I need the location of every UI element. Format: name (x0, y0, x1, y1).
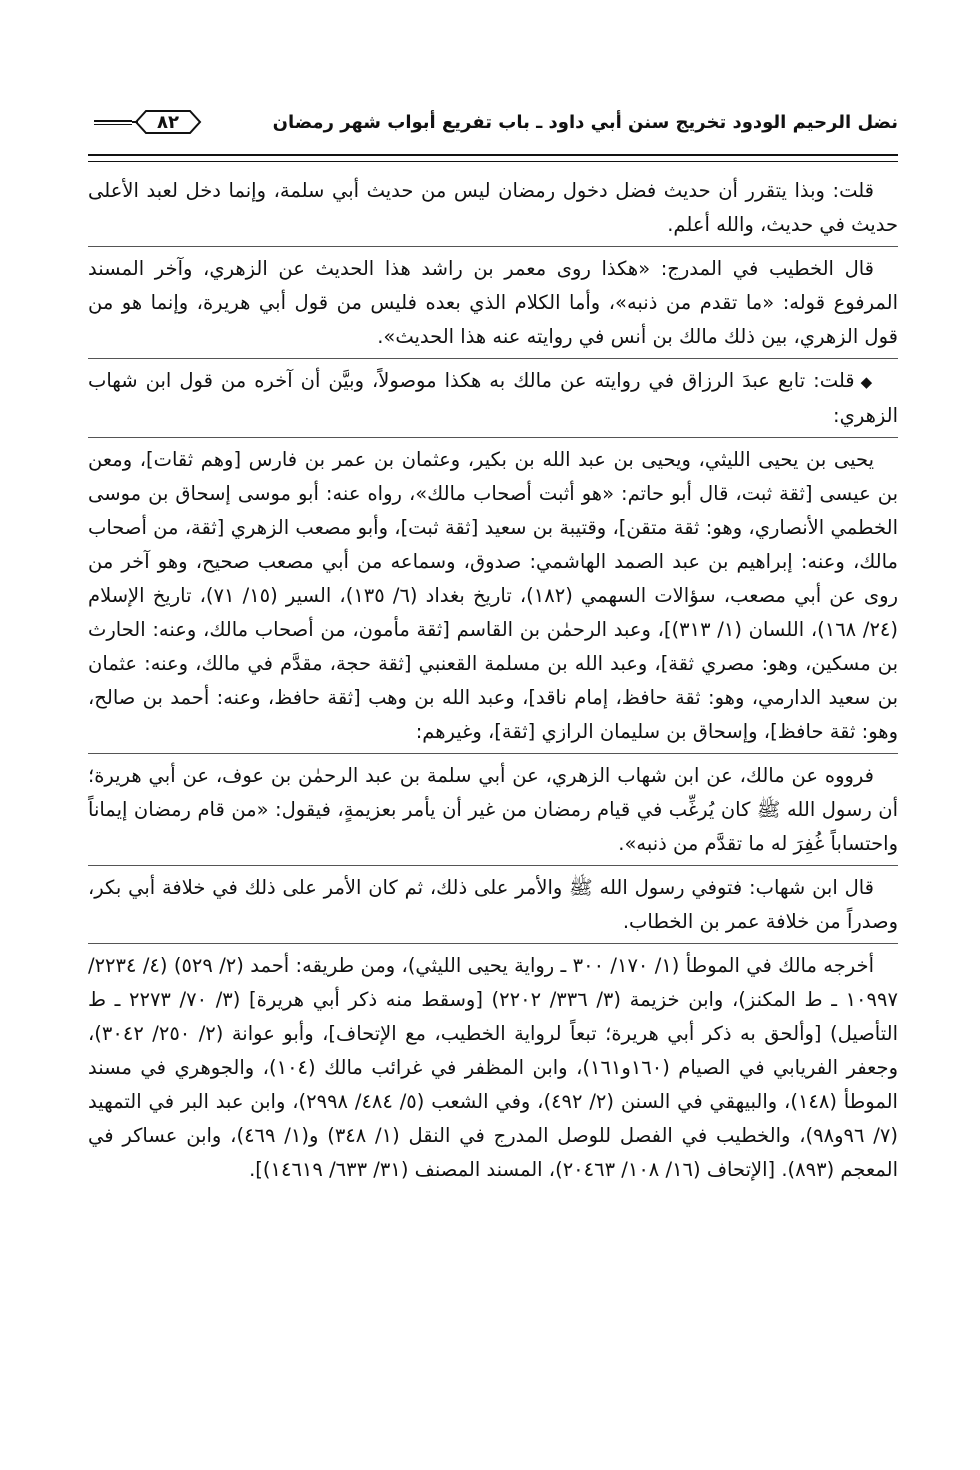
paragraph-7: أخرجه مالك في الموطأ (١/ ١٧٠/ ٣٠٠ ـ رواية يحيى الليثي)، ومن طريقه: أحمد (٢/ ٥٢٩) (٤/ ٢٢٣٤/ ١٠٩٩٧ ـ ط المكنز)، وابن خزيمة (٣/ ٣٣٦/ ٢٢٠٢) [وسقط منه ذكر أبي هريرة] (٣/ ٧٠/ ٢٢٧٣ ـ ط التأصيل) [وألحق به ذكر أبي هريرة؛ تبعاً لرواية الخطيب، مع الإتحاف]، وأبو عوانة (٢/ ٢٥٠/ ٣٠٤٢)، وجعفر الفريابي في الصيام (١٦٠و١٦١)، وابن المظفر في غرائب مالك (١٠٤)، والجوهري في مسند الموطأ (١٤٨)، والبيهقي في السنن (٢/ ٤٩٢)، وفي الشعب (٥/ ٤٨٤/ ٢٩٩٨)، وابن عبد البر في التمهيد (٧/ ٩٦و٩٨)، والخطيب في الفصل للوصل المدرج في النقل (١/ ٣٤٨) و(١/ ٤٦٩)، وابن عساكر في المعجم (٨٩٣). [الإتحاف (١٦/ ١٠٨/ ٢٠٤٦٣)، المسند المصنف (٣١/ ٦٣٣/ ١٤٦١٩)]. (88, 954, 898, 1181)
running-title: نضل الرحيم الودود تخريج سنن أبي داود ـ باب تفريع أبواب شهر رمضان (272, 111, 898, 133)
separator (88, 437, 898, 438)
page-header (88, 92, 898, 152)
page-body (88, 174, 898, 1187)
separator (88, 943, 898, 944)
header-short-rule (94, 120, 132, 125)
separator (88, 865, 898, 866)
paragraph-5: فرووه عن مالك، عن ابن شهاب الزهري، عن أبي سلمة بن عبد الرحمٰن بن عوف، عن أبي هريرة؛ أن رسول الله ﷺ كان يُرغِّب في قيام رمضان من غير أن يأمر بعزيمةٍ، فيقول: «من قام رمضان إيماناً واحتساباً غُفِرَ له ما تقدَّم من ذنبه». (88, 764, 898, 855)
header-double-rule (88, 154, 898, 162)
page-number: ٨٢ (157, 111, 179, 133)
bullet-icon: ◆ (860, 373, 874, 391)
paragraph-3 (88, 364, 898, 433)
paragraph-1: قلت: وبذا يتقرر أن حديث فضل دخول رمضان ليس من حديث أبي سلمة، وإنما دخل لعبد الأعلى حديث في حديث، والله أعلم. (88, 179, 898, 236)
separator (88, 358, 898, 359)
page-number-ornament (88, 107, 204, 137)
ornament-frame (132, 107, 204, 137)
paragraph-3-text: قلت: تابع عبدَ الرزاق في روايته عن مالك به هكذا موصولاً، وبيَّن أن آخره من قول ابن شهاب الزهري: (88, 369, 898, 427)
paragraph-2: قال الخطيب في المدرج: «هكذا روى معمر بن راشد هذا الحديث عن الزهري، وآخر المسند المرفوع قوله: «ما تقدم من ذنبه»، وأما الكلام الذي بعده فليس من قول أبي هريرة، وإنما هو من قول الزهري، بين ذلك مالك بن أنس في روايته عنه هذا الحديث». (88, 257, 898, 348)
separator (88, 246, 898, 247)
page (88, 92, 898, 1190)
separator (88, 753, 898, 754)
paragraph-6: قال ابن شهاب: فتوفي رسول الله ﷺ والأمر على ذلك، ثم كان الأمر على ذلك في خلافة أبي بكر، وصدراً من خلافة عمر بن الخطاب. (88, 876, 898, 933)
paragraph-4: يحيى بن يحيى الليثي، ويحيى بن عبد الله بن بكير، وعثمان بن عمر بن فارس [وهم ثقات]، ومعن بن عيسى [ثقة ثبت، قال أبو حاتم: «هو أثبت أصحاب مالك»، رواه عنه: أبو موسى إسحاق بن موسى الخطمي الأنصاري، وهو: ثقة متقن]، وقتيبة بن سعيد [ثقة ثبت]، وأبو مصعب الزهري [ثقة، من أصحاب مالك، وعنه: إبراهيم بن عبد الصمد الهاشمي: صدوق، وسماعه من أبي مصعب صحيح، وهو آخر من روى عن أبي مصعب، سؤالات السهمي (١٨٢)، تاريخ بغداد (٦/ ١٣٥)، السير (١٥/ ٧١)، تاريخ الإسلام (٢٤/ ١٦٨)، اللسان (١/ ٣١٣)]، وعبد الرحمٰن بن القاسم [ثقة مأمون، من أصحاب مالك، وعنه: الحارث بن مسكين، وهو: مصري ثقة]، وعبد الله بن مسلمة القعنبي [ثقة حجة، مقدَّم في مالك، وعنه: عثمان بن سعيد الدارمي، وهو: ثقة حافظ، إمام ناقد]، وعبد الله بن وهب [ثقة حافظ، وعنه: أحمد بن صالح، وهو: ثقة حافظ]، وإسحاق بن سليمان الرازي [ثقة]، وغيرهم: (88, 448, 899, 743)
